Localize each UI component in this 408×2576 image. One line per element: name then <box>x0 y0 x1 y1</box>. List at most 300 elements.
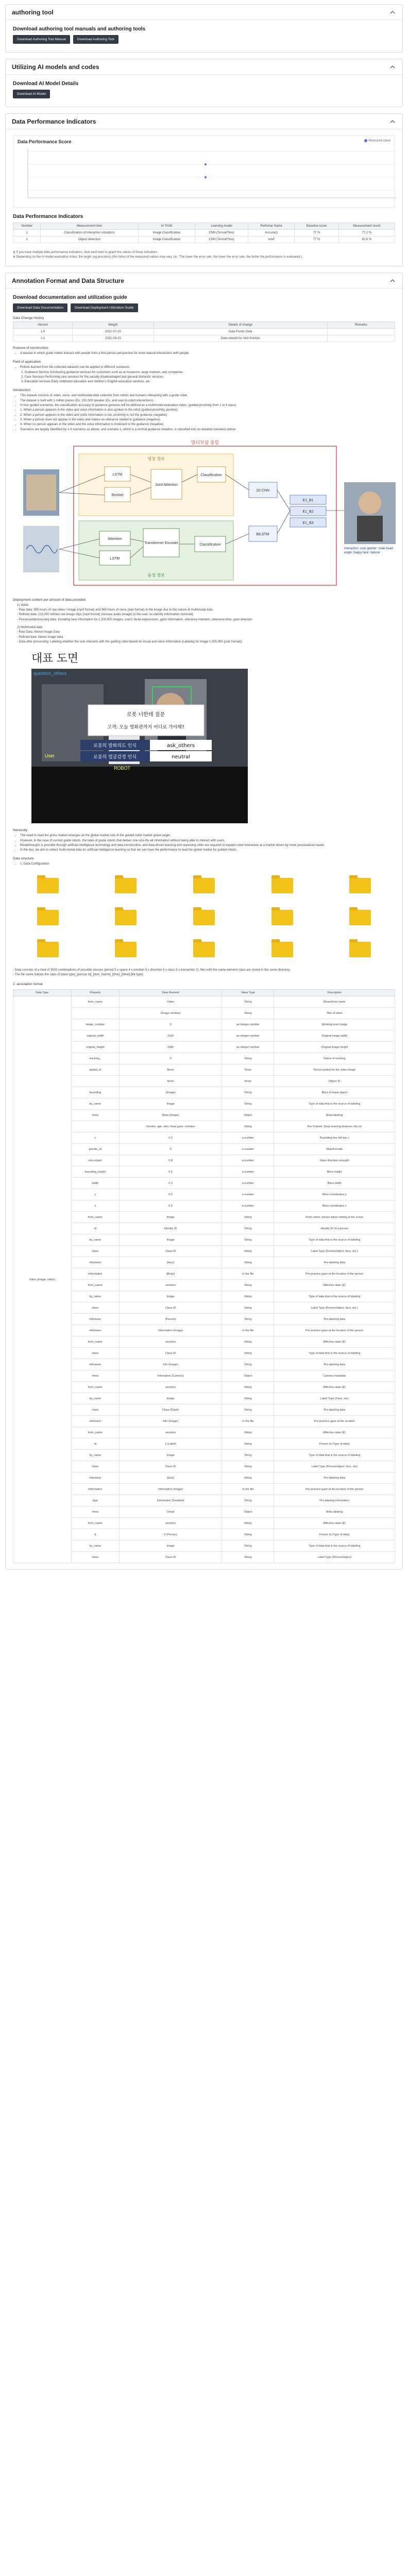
table-cell: a number <box>222 1166 274 1178</box>
table-cell: Affective state (E) <box>274 1518 395 1529</box>
table-cell: 0 (Person) <box>120 1529 222 1540</box>
deploy-item: - Refined data: Above image data <box>17 635 63 639</box>
table-cell: Class ID <box>120 1552 222 1563</box>
table-cell: mAP <box>248 236 294 243</box>
download-ai-model-button[interactable]: Download AI Model <box>13 90 50 98</box>
table-cell: Object ID <box>274 1076 395 1087</box>
table-header: Learning model <box>195 223 248 230</box>
deploy-heading: Deployment content per amount of data provided <box>13 598 86 602</box>
table-cell: width <box>71 1178 120 1189</box>
table-cell: Meta (Image) <box>120 1110 222 1121</box>
table-cell: String <box>222 1438 274 1450</box>
figure-robot-label: ROBOT <box>114 766 131 771</box>
table-cell: Form name: picture taken setting at the scene <box>274 1212 395 1223</box>
table-cell <box>71 1008 120 1019</box>
table-cell: an integer number <box>222 1030 274 1042</box>
table-cell: Label Type (Person/object, face, etc.) <box>274 1246 395 1257</box>
folder-thumbnail[interactable] <box>91 936 161 963</box>
table-cell: d <box>71 1529 120 1540</box>
table-cell: class <box>71 1461 120 1472</box>
table-cell: String <box>222 1314 274 1325</box>
list-item: • 4. When no person appears in the video and the voice information is irrelevant to the guidance (negative) <box>20 422 395 427</box>
table-cell: an integer number <box>222 1019 274 1030</box>
table-cell: 0.5 <box>120 1166 222 1178</box>
table-cell: emotion <box>120 1280 222 1291</box>
chart-plot <box>18 146 399 203</box>
table-cell: Class ID <box>120 1246 222 1257</box>
folder-thumbnail[interactable] <box>325 872 395 899</box>
tool-heading: Download authoring tool manuals and authoring tools <box>13 26 146 32</box>
table-cell: String <box>222 1257 274 1268</box>
chevron-up-icon[interactable] <box>389 9 396 16</box>
table-cell: by_name <box>71 1393 120 1404</box>
folder-thumbnail[interactable] <box>13 936 83 963</box>
section-title: authoring tool <box>12 8 54 16</box>
table-cell: class <box>71 1552 120 1563</box>
table-cell: emotion <box>120 1336 222 1348</box>
chevron-up-icon[interactable] <box>389 277 396 284</box>
docs-heading: Download documentation and utilization guide <box>13 295 127 300</box>
representative-figure <box>31 650 395 824</box>
table-row <box>13 996 395 1008</box>
list-item: • In the last, we aim to collect multi-modal data for artificial intelligence learning so that we can have the performance to lead the global market for guided robots. <box>20 848 395 853</box>
folder-icon <box>271 942 293 957</box>
folder-icon <box>271 910 293 925</box>
table-cell: 77 % <box>295 230 338 236</box>
change-history <box>13 316 395 432</box>
table-cell: class <box>71 1302 120 1314</box>
table-cell: tracking_ <box>71 1053 120 1064</box>
list-item: • 1. When a person appears in the video and voice information is also spoken to the robot (guided proximity, positive) <box>20 408 395 413</box>
section-title: Utilizing AI models and codes <box>12 63 99 71</box>
table-cell: 0 <box>120 1053 222 1064</box>
table-cell: emotion <box>120 1427 222 1438</box>
table-cell: infovision <box>71 1472 120 1484</box>
table-cell: bounding_height <box>71 1166 120 1178</box>
table-cell: id <box>71 1223 120 1234</box>
necessity <box>13 828 395 867</box>
table-cell: image_number <box>71 1019 120 1030</box>
table-cell: Object <box>222 1370 274 1382</box>
table-row[interactable] <box>13 236 395 243</box>
list-item: 3. Education services Early childhood education and children's English education services, etc. <box>21 380 151 384</box>
table-cell: Title of video <box>274 1008 395 1019</box>
folder-thumbnail[interactable] <box>13 872 83 899</box>
table-cell: String <box>222 1121 274 1132</box>
chart-legend: Measured value <box>364 139 390 144</box>
download-tool-button[interactable]: Download Authoring Tool <box>73 35 118 44</box>
list-item: 1. Guidance Service Conducting guidance services for customers such as at museums, large markets, and companies <box>21 370 183 374</box>
table-cell: Object <box>222 1506 274 1518</box>
table-cell: String <box>222 996 274 1008</box>
table-cell: 77 % <box>295 236 338 243</box>
table-cell: Pre-labeling data <box>274 1257 395 1268</box>
table-cell: Accuracy <box>248 230 294 236</box>
table-cell: 1920 <box>120 1030 222 1042</box>
figure-intent-value: ask_others <box>167 743 195 749</box>
performance-score-chart <box>13 135 395 208</box>
figure-user-label: User <box>45 753 55 759</box>
table-cell: None <box>120 1076 222 1087</box>
table-cell: infovision <box>71 1257 120 1268</box>
table-cell: 0.3 <box>120 1178 222 1189</box>
table-cell: Person pulled for the video image <box>274 1064 395 1076</box>
chart-title: Data Performance Score <box>18 139 72 144</box>
table-cell: 0 <box>120 1019 222 1030</box>
table-header: Measurement result <box>338 223 395 230</box>
deploy-item: 2) Multimodal data <box>17 626 43 630</box>
table-cell: Info (Image) <box>120 1416 222 1427</box>
table-cell: bounding <box>71 1087 120 1098</box>
table-header: Version <box>13 322 73 329</box>
data-point[interactable] <box>205 163 207 165</box>
table-cell: Movie/form name <box>274 996 395 1008</box>
history-heading: Data Change History <box>13 316 44 320</box>
table-cell: Affective state (E) <box>274 1336 395 1348</box>
figure-speech-line: 고객: 오늘 영화관까지 어디로 가야해? <box>107 725 184 731</box>
table-cell: a number <box>222 1132 274 1144</box>
table-cell: 0.5 <box>120 1189 222 1200</box>
folder-icon <box>349 878 371 893</box>
fusion-panel-title: 멀티모달 융합 <box>191 439 219 445</box>
table-cell: Type of data that is the source of labeling <box>274 1450 395 1461</box>
multimodal-diagram <box>22 438 395 594</box>
chevron-up-icon[interactable] <box>389 63 396 71</box>
folder-thumbnail[interactable] <box>169 936 239 963</box>
list-item: • The need to read the gross market emerges as the global market size of the guided robot market grows larger. <box>20 834 395 838</box>
table-cell: Pre-labeling data <box>274 1314 395 1325</box>
list-item: • 2. When a person appears in the video and voice information is not, proximity is not the guidance (negative) <box>20 413 395 418</box>
table-cell: Pre-labeling data <box>274 1472 395 1484</box>
table-cell: [face] <box>120 1472 222 1484</box>
table-cell: 0.8 <box>120 1155 222 1166</box>
table-header: Baseline score <box>295 223 338 230</box>
table-cell: String <box>222 1053 274 1064</box>
table-cell: Affective state (E) <box>274 1280 395 1291</box>
performance-notes <box>13 250 395 260</box>
list-item: • 3. When a person does not appear in the video and makes an utterance related to guidance (negative) <box>20 418 395 422</box>
table-cell: x <box>71 1132 120 1144</box>
table-cell: infovision <box>71 1314 120 1325</box>
download-data-doc-button[interactable]: Download Data Documentation <box>13 303 67 312</box>
folder-thumbnail[interactable] <box>91 904 161 931</box>
table-cell: Person id (Type of data) <box>274 1529 395 1540</box>
table-cell: String <box>222 1302 274 1314</box>
table-cell: infovision <box>71 1416 120 1427</box>
folder-thumbnail[interactable] <box>169 904 239 931</box>
indicators-heading: Data Performance Indicators <box>13 214 83 219</box>
folder-icon <box>115 910 137 925</box>
table-cell: Status of tracking <box>274 1053 395 1064</box>
table-cell: Image <box>120 1234 222 1246</box>
table-cell: form_name <box>71 996 120 1008</box>
list-item: 2. Care Services Performing care services for the socially disadvantaged and general domestic services <box>21 375 163 379</box>
table-cell: 0 <box>120 1144 222 1155</box>
table-cell: class <box>71 1246 120 1257</box>
table-cell: None <box>120 1064 222 1076</box>
table-cell: String <box>222 1518 274 1529</box>
table-cell: Image <box>120 1212 222 1223</box>
list-item: • Breakthroughs is possible through artificial intelligence technology and data construction, and data-driven learning and reasoning skills are required to expand robot interaction at a market driven by more personalized needs. <box>20 843 395 848</box>
table-cell: Image <box>120 1098 222 1110</box>
table-cell: emotion <box>120 1518 222 1529</box>
table-cell: Person id (Type of data) <box>274 1438 395 1450</box>
table-cell: String <box>222 1472 274 1484</box>
table-cell: None <box>222 1064 274 1076</box>
table-cell <box>71 1121 120 1132</box>
table-cell: Class ID <box>120 1302 222 1314</box>
table-cell: String <box>222 1450 274 1461</box>
table-cell: infovision <box>71 1359 120 1370</box>
table-cell: by_name <box>71 1234 120 1246</box>
table-cell: In the file <box>222 1416 274 1427</box>
download-manual-button[interactable]: Download Authoring Tool Manual <box>13 35 70 44</box>
performance-header[interactable] <box>6 114 402 129</box>
deployment-content <box>13 598 395 645</box>
table-cell: String <box>222 1291 274 1302</box>
table-cell: 82.6 % <box>338 236 395 243</box>
table-cell: Information (Image) <box>120 1325 222 1336</box>
table-cell: (Image number) <box>120 1008 222 1019</box>
cnn-box: 1D CNN <box>256 488 270 493</box>
folder-icon <box>115 878 137 893</box>
table-cell: a number <box>222 1155 274 1166</box>
folder-thumbnail[interactable] <box>325 904 395 931</box>
folder-icon <box>37 942 59 957</box>
table-cell: Pre-practice gaze at the location <box>274 1416 395 1427</box>
annotation-header[interactable] <box>6 273 402 289</box>
table-cell: a number <box>222 1189 274 1200</box>
figure-title: 대표 도면 <box>31 652 79 665</box>
indicators-table <box>13 223 395 243</box>
figure-emotion-value: neutral <box>172 754 190 760</box>
table-cell: original_height <box>71 1042 120 1053</box>
table-cell: form_name <box>71 1382 120 1393</box>
table-cell: form_name <box>71 1427 120 1438</box>
table-cell: String <box>222 1404 274 1416</box>
table-cell: original_width <box>71 1030 120 1042</box>
table-cell: by_name <box>71 1450 120 1461</box>
table-cell: Data Funds Data <box>154 329 327 335</box>
table-cell: Pre-practice gaze at the location of the person <box>274 1268 395 1280</box>
table-cell: None <box>222 1076 274 1087</box>
table-cell: Bbox height <box>274 1166 395 1178</box>
chevron-up-icon[interactable] <box>389 118 396 125</box>
purpose-heading: Purpose of construction <box>13 346 48 350</box>
table-cell: Type of data that is the source of labeling <box>274 1098 395 1110</box>
table-cell: Type of data that is the source of labeling <box>274 1540 395 1552</box>
table-cell: Label Type (Person/object, face, etc) <box>274 1461 395 1472</box>
table-cell: Label Type (Face, etc) <box>274 1393 395 1404</box>
table-cell: by_name <box>71 1098 120 1110</box>
table-cell: Information (Image) <box>120 1484 222 1495</box>
table-cell: In the file <box>222 1325 274 1336</box>
class-label: E1_B2 <box>302 510 314 514</box>
deploy-item: - Raw data: 365 hours of raw video / image (mp4 format) and 365 hours of voice (wav format) in the image due to the nature of multimodal data <box>17 608 213 612</box>
table-cell: 1080 <box>120 1042 222 1053</box>
application-heading: Field of application <box>13 360 41 364</box>
folder-icon <box>271 878 293 893</box>
note-text: - The file name follows the rules of [data type]_[person id]_[item_Name]_[time]_[Nme].[file type] <box>13 973 143 977</box>
table-cell: String <box>222 1552 274 1563</box>
format-heading: 2. annotation format <box>13 982 43 987</box>
table-cell: Information (Detailed) <box>120 1495 222 1506</box>
table-cell: meta <box>71 1506 120 1518</box>
table-header: Weight <box>73 322 154 329</box>
list-item: • 1. Data Configuration <box>20 862 395 867</box>
folder-thumbnail[interactable] <box>247 936 317 963</box>
table-cell: emotion <box>120 1382 222 1393</box>
lstm-box: LSTM <box>112 472 123 477</box>
table-cell: String <box>222 1495 274 1506</box>
deploy-item: - Raw Data: Above Image Data <box>17 631 60 634</box>
input-audio-frame <box>23 526 59 572</box>
table-row[interactable] <box>13 230 395 236</box>
table-cell: 2 <box>13 236 41 243</box>
folder-thumbnail[interactable] <box>247 904 317 931</box>
table-cell: Gender, age, skin, head gaze: emotion <box>120 1121 222 1132</box>
table-row <box>13 329 395 335</box>
table-cell <box>328 329 395 335</box>
table-header: Value Type <box>222 990 274 996</box>
table-cell: class <box>71 1348 120 1359</box>
table-cell: Meta labeling <box>274 1506 395 1518</box>
folder-thumbnail[interactable] <box>13 904 83 931</box>
classification-box: Classification <box>200 473 222 477</box>
deploy-item: - Processed/processing data: Including face information for 1,200,000 images, user's facial expressions, gaze information, utterance intention, utterance time, gaze direction <box>17 618 252 621</box>
table-header: Remarks <box>328 322 395 329</box>
folder-icon <box>115 942 137 957</box>
joint-attention-box: Joint Attention <box>155 483 178 487</box>
download-guide-button[interactable]: Download Deployment Utilization Guide <box>71 303 138 312</box>
folder-thumbnail[interactable] <box>169 872 239 899</box>
table-cell: a number <box>222 1200 274 1212</box>
table-cell: Classification of interaction situations <box>41 230 138 236</box>
audio-classification-box: Classification <box>199 543 221 547</box>
table-cell: String <box>222 1461 274 1472</box>
table-cell: In the file <box>222 1484 274 1495</box>
folder-thumbnail[interactable] <box>91 872 161 899</box>
folder-icon <box>349 942 371 957</box>
table-cell: Camera metadata <box>274 1370 395 1382</box>
table-cell: (Person) <box>120 1314 222 1325</box>
data-type-group-cell: Video (image, video) <box>13 996 72 1563</box>
table-row <box>13 335 395 342</box>
table-cell: Info (Image) <box>120 1359 222 1370</box>
ai-models-section <box>5 59 403 107</box>
table-cell: Pre-labeling data <box>274 1359 395 1370</box>
table-cell: In the file <box>222 1268 274 1280</box>
figure-overlay-label: question_others <box>33 671 67 676</box>
table-cell: String <box>222 1008 274 1019</box>
table-cell: Pre-Trained: Deep learning features info on <box>274 1121 395 1132</box>
table-cell: Image <box>120 1393 222 1404</box>
section-title: Annotation Format and Data Structure <box>12 277 125 284</box>
folder-thumbnail[interactable] <box>325 936 395 963</box>
table-cell: Original image width <box>274 1030 395 1042</box>
table-cell: Image <box>120 1291 222 1302</box>
table-cell: String <box>222 1234 274 1246</box>
performance-section <box>5 113 403 266</box>
table-cell: String <box>222 1382 274 1393</box>
table-header: Number <box>13 223 41 230</box>
table-cell: Type of data that is the source of labeling <box>274 1348 395 1359</box>
data-point[interactable] <box>205 176 207 178</box>
table-cell: 1.1 <box>13 335 73 342</box>
table-cell: CNN (TensorFlow) <box>195 236 248 243</box>
table-cell: Image Classification <box>138 230 195 236</box>
ai-models-header[interactable] <box>6 59 402 75</box>
table-cell: CNN (TensorFlow) <box>195 230 248 236</box>
table-cell: x <box>71 1200 120 1212</box>
table-cell: String <box>222 1540 274 1552</box>
table-cell: Class ID(attr) <box>120 1404 222 1416</box>
transformer-encoder-box: Transformer Encoder <box>144 541 178 545</box>
table-cell: Class ID <box>120 1461 222 1472</box>
table-cell: by_name <box>71 1540 120 1552</box>
table-cell: Male/Female <box>274 1144 395 1155</box>
table-cell: infovision <box>71 1325 120 1336</box>
table-cell: spatial_id <box>71 1064 120 1076</box>
table-cell: Affective state (E) <box>274 1382 395 1393</box>
table-cell: Image <box>120 1450 222 1461</box>
table-cell: type <box>71 1495 120 1506</box>
folder-icon <box>193 878 215 893</box>
note-text: ※ Depending on the AI model evaluation index, the larger (eg precision) (the index of the measured values may vary. (ie, 'The lower the error rate, the lower the error rate, the better the performance is evaluated.) <box>13 256 302 259</box>
folder-icon <box>349 910 371 925</box>
table-cell: 1.0 <box>13 329 73 335</box>
table-cell: [face] <box>120 1257 222 1268</box>
table-header: Data Element <box>120 990 222 996</box>
table-cell: [Body] <box>120 1268 222 1280</box>
deploy-item: - Refined data: 210,000 refined raw image clips (mp4 format) (remove audio (image) to the user, no identity information removed) <box>17 613 194 617</box>
bilstm-box: BiLSTM <box>256 532 269 536</box>
table-cell: meta <box>71 1370 120 1382</box>
table-cell: Type of data that is the source of labeling <box>274 1291 395 1302</box>
table-cell: Bbox of mask object <box>274 1087 395 1098</box>
table-cell: Pre-labeling data <box>274 1404 395 1416</box>
authoring-tool-header[interactable] <box>6 5 402 20</box>
class-label: E1_B3 <box>302 521 314 525</box>
table-cell: Gaze direction strength <box>274 1155 395 1166</box>
list-item: • In four guided scenarios, the classification accuracy of guidance gestures will be defined as a multimodal evaluation index. (guided proximity from 1 to 4 class) <box>20 403 395 408</box>
table-cell: String <box>222 1098 274 1110</box>
table-cell: String <box>222 1427 274 1438</box>
table-cell: Pre-practice gaze at the location of the person <box>274 1325 395 1336</box>
table-cell: String <box>222 1223 274 1234</box>
note-text: - Data consists of a total of 3000 combinations of possible classes (period 5 x space 4 x emotion 5 x direction 6 x class 3 x interaction 2), files with the same element class are stored in the same directory. <box>13 968 291 972</box>
list-item: • However, in the case of current guide robots, the rates of guide robots that deliver one-size-fits-all information without being able to interact with users. <box>20 839 395 843</box>
table-cell: Pre-practice gaze at the location of the person <box>274 1484 395 1495</box>
folder-icon <box>193 942 215 957</box>
table-cell: Identity ID <box>120 1223 222 1234</box>
table-cell: y <box>71 1189 120 1200</box>
audio-lstm-box: LSTM <box>110 556 120 561</box>
table-cell: meta <box>71 1110 120 1121</box>
table-cell: Object detection <box>41 236 138 243</box>
table-cell: String <box>222 1280 274 1291</box>
note-text: ※ If you have multiple data performance indicators, click each item to graph the values of those indicators. <box>13 251 158 254</box>
class-label: E1_B1 <box>302 498 314 502</box>
folder-thumbnail[interactable] <box>247 872 317 899</box>
table-cell: String <box>222 1529 274 1540</box>
table-cell: String <box>222 1348 274 1359</box>
attention-box: Attention <box>108 537 122 541</box>
figure-intent-label: 로봇의 발화의도 인식 <box>93 743 137 749</box>
table-cell: 2021-07-15 <box>73 329 154 335</box>
figure-speech-title: 로봇 너한테 질문 <box>127 712 165 718</box>
table-cell: by_name <box>71 1291 120 1302</box>
